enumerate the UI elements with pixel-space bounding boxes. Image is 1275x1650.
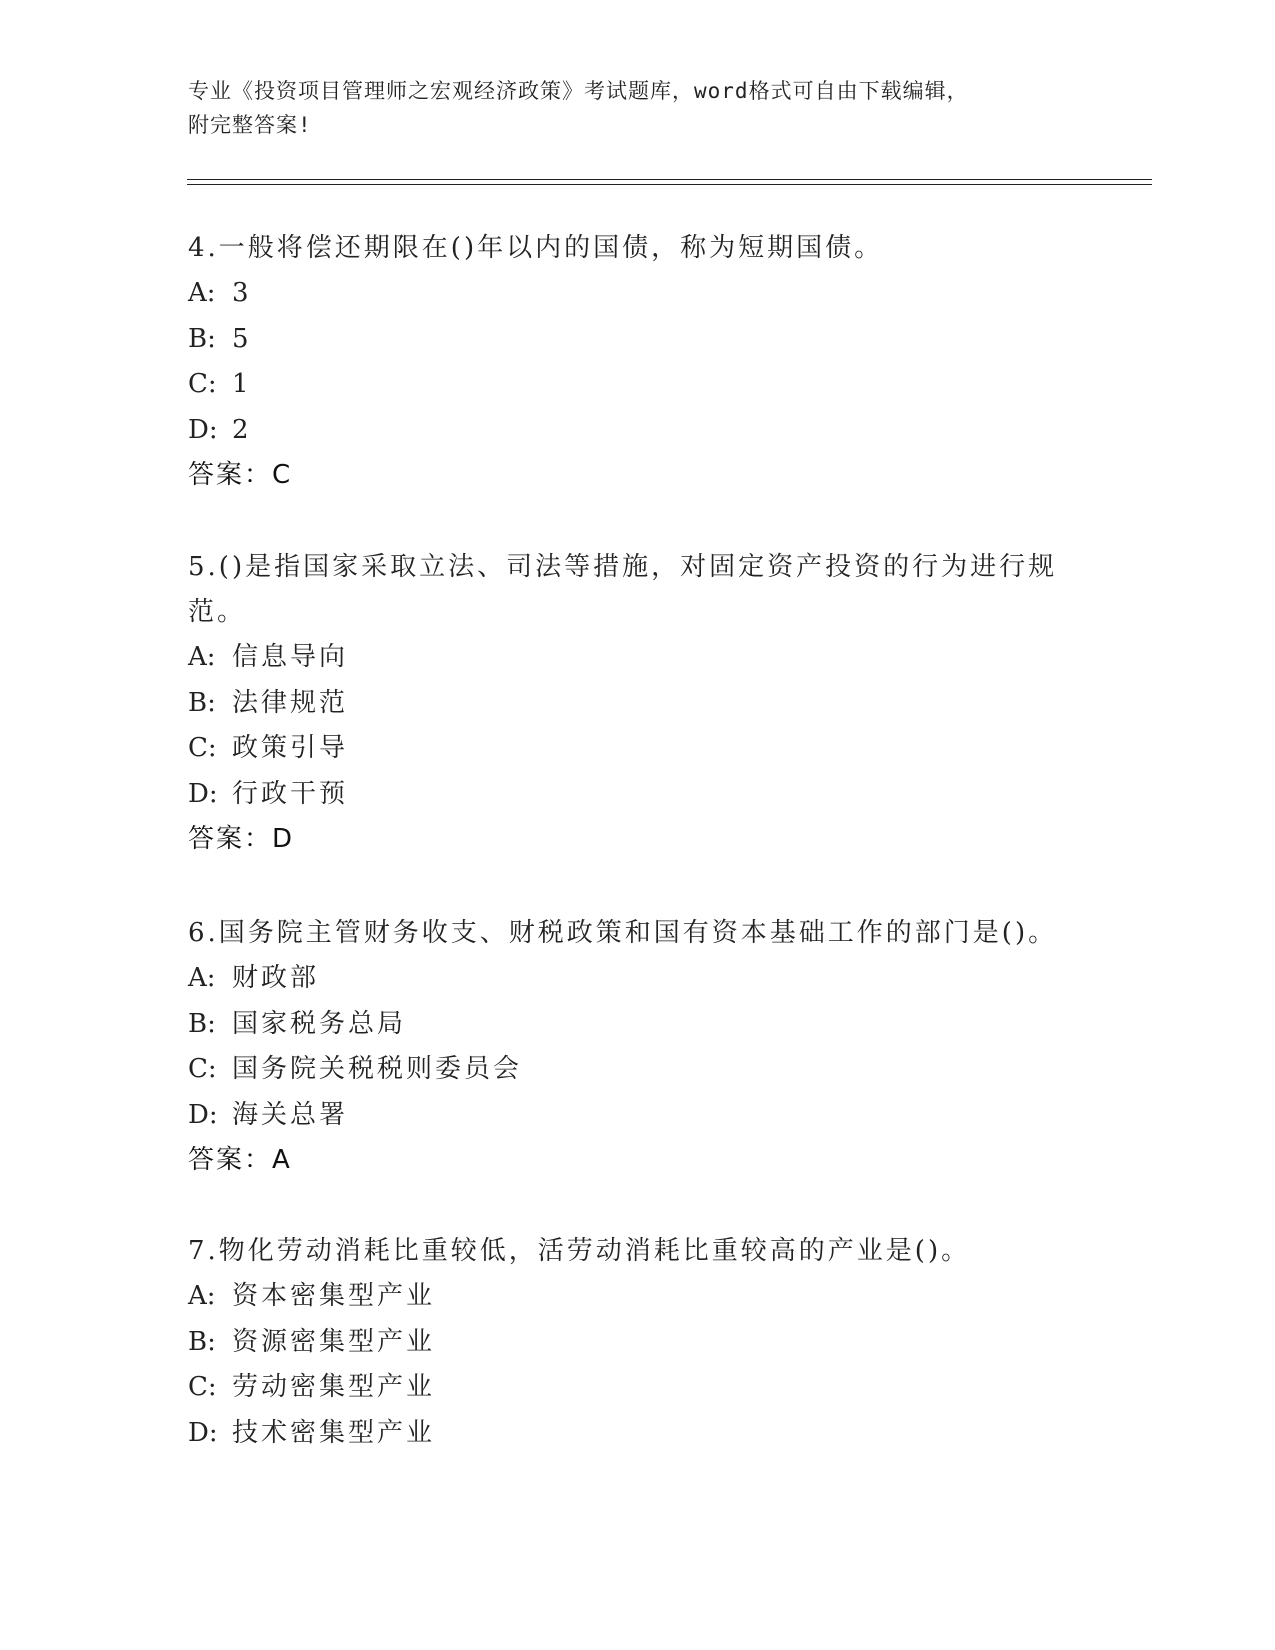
question-stem: 7.物化劳动消耗比重较低，活劳动消耗比重较高的产业是()。 — [188, 1236, 971, 1266]
option-d — [188, 408, 1068, 454]
option-text: 国务院关税税则委员会 — [232, 1054, 523, 1084]
option-b — [188, 1320, 1068, 1366]
option-text: 资本密集型产业 — [232, 1281, 436, 1311]
answer-line: 答案：C — [188, 460, 293, 490]
option-label: A: — [188, 278, 216, 308]
option-label: D: — [188, 414, 218, 445]
option-b — [188, 317, 1068, 363]
option-a — [188, 271, 1068, 317]
option-text: 海关总署 — [232, 1099, 349, 1130]
option-c — [188, 362, 1068, 408]
option-b — [188, 1002, 1068, 1048]
option-label: C: — [188, 1372, 217, 1402]
header-line-1: 专业《投资项目管理师之宏观经济政策》考试题库，word格式可自由下载编辑， — [188, 79, 969, 103]
option-label: B: — [188, 323, 216, 354]
header-line-2: 附完整答案! — [188, 113, 312, 137]
answer-line: 答案：D — [188, 824, 295, 854]
question-4 — [188, 226, 1068, 498]
option-label: D: — [188, 1417, 218, 1448]
question-stem: 5.()是指国家采取立法、司法等措施，对固定资产投资的行为进行规范。 — [188, 552, 1058, 627]
option-label: C: — [188, 733, 217, 763]
option-label: D: — [188, 778, 218, 809]
option-a — [188, 635, 1068, 681]
option-text: 1 — [232, 369, 252, 399]
header-divider-bottom — [187, 184, 1152, 185]
option-a — [188, 1274, 1068, 1320]
document-header — [188, 74, 1068, 142]
option-list — [188, 956, 1068, 1138]
option-a — [188, 956, 1068, 1002]
option-label: A: — [188, 642, 216, 672]
question-6 — [188, 911, 1068, 1183]
option-label: B: — [188, 1008, 216, 1039]
question-5 — [188, 545, 1068, 862]
question-stem: 6.国务院主管财务收支、财税政策和国有资本基础工作的部门是()。 — [188, 918, 1058, 948]
option-text: 劳动密集型产业 — [232, 1372, 436, 1402]
option-text: 国家税务总局 — [232, 1008, 407, 1039]
answer-line: 答案：A — [188, 1145, 292, 1175]
option-text: 政策引导 — [232, 733, 349, 763]
option-text: 2 — [232, 414, 252, 445]
option-text: 技术密集型产业 — [232, 1417, 436, 1448]
option-label: A: — [188, 1281, 216, 1311]
option-c — [188, 726, 1068, 772]
option-text: 资源密集型产业 — [232, 1326, 436, 1357]
option-label: D: — [188, 1099, 218, 1130]
header-divider-top — [187, 179, 1152, 180]
option-text: 财政部 — [232, 963, 320, 993]
option-d — [188, 1411, 1068, 1457]
option-text: 信息导向 — [232, 642, 349, 672]
option-c — [188, 1047, 1068, 1093]
option-text: 法律规范 — [232, 687, 349, 718]
option-label: B: — [188, 1326, 216, 1357]
option-label: C: — [188, 369, 217, 399]
option-list — [188, 1274, 1068, 1456]
option-label: A: — [188, 963, 216, 993]
option-label: C: — [188, 1054, 217, 1084]
option-text: 行政干预 — [232, 778, 349, 809]
option-d — [188, 772, 1068, 818]
question-7 — [188, 1229, 1068, 1456]
option-text: 3 — [232, 278, 252, 308]
option-c — [188, 1365, 1068, 1411]
option-b — [188, 681, 1068, 727]
option-d — [188, 1093, 1068, 1139]
question-stem: 4.一般将偿还期限在()年以内的国债，称为短期国债。 — [188, 233, 884, 263]
option-text: 5 — [232, 323, 252, 354]
option-label: B: — [188, 687, 216, 718]
option-list — [188, 271, 1068, 453]
option-list — [188, 635, 1068, 817]
